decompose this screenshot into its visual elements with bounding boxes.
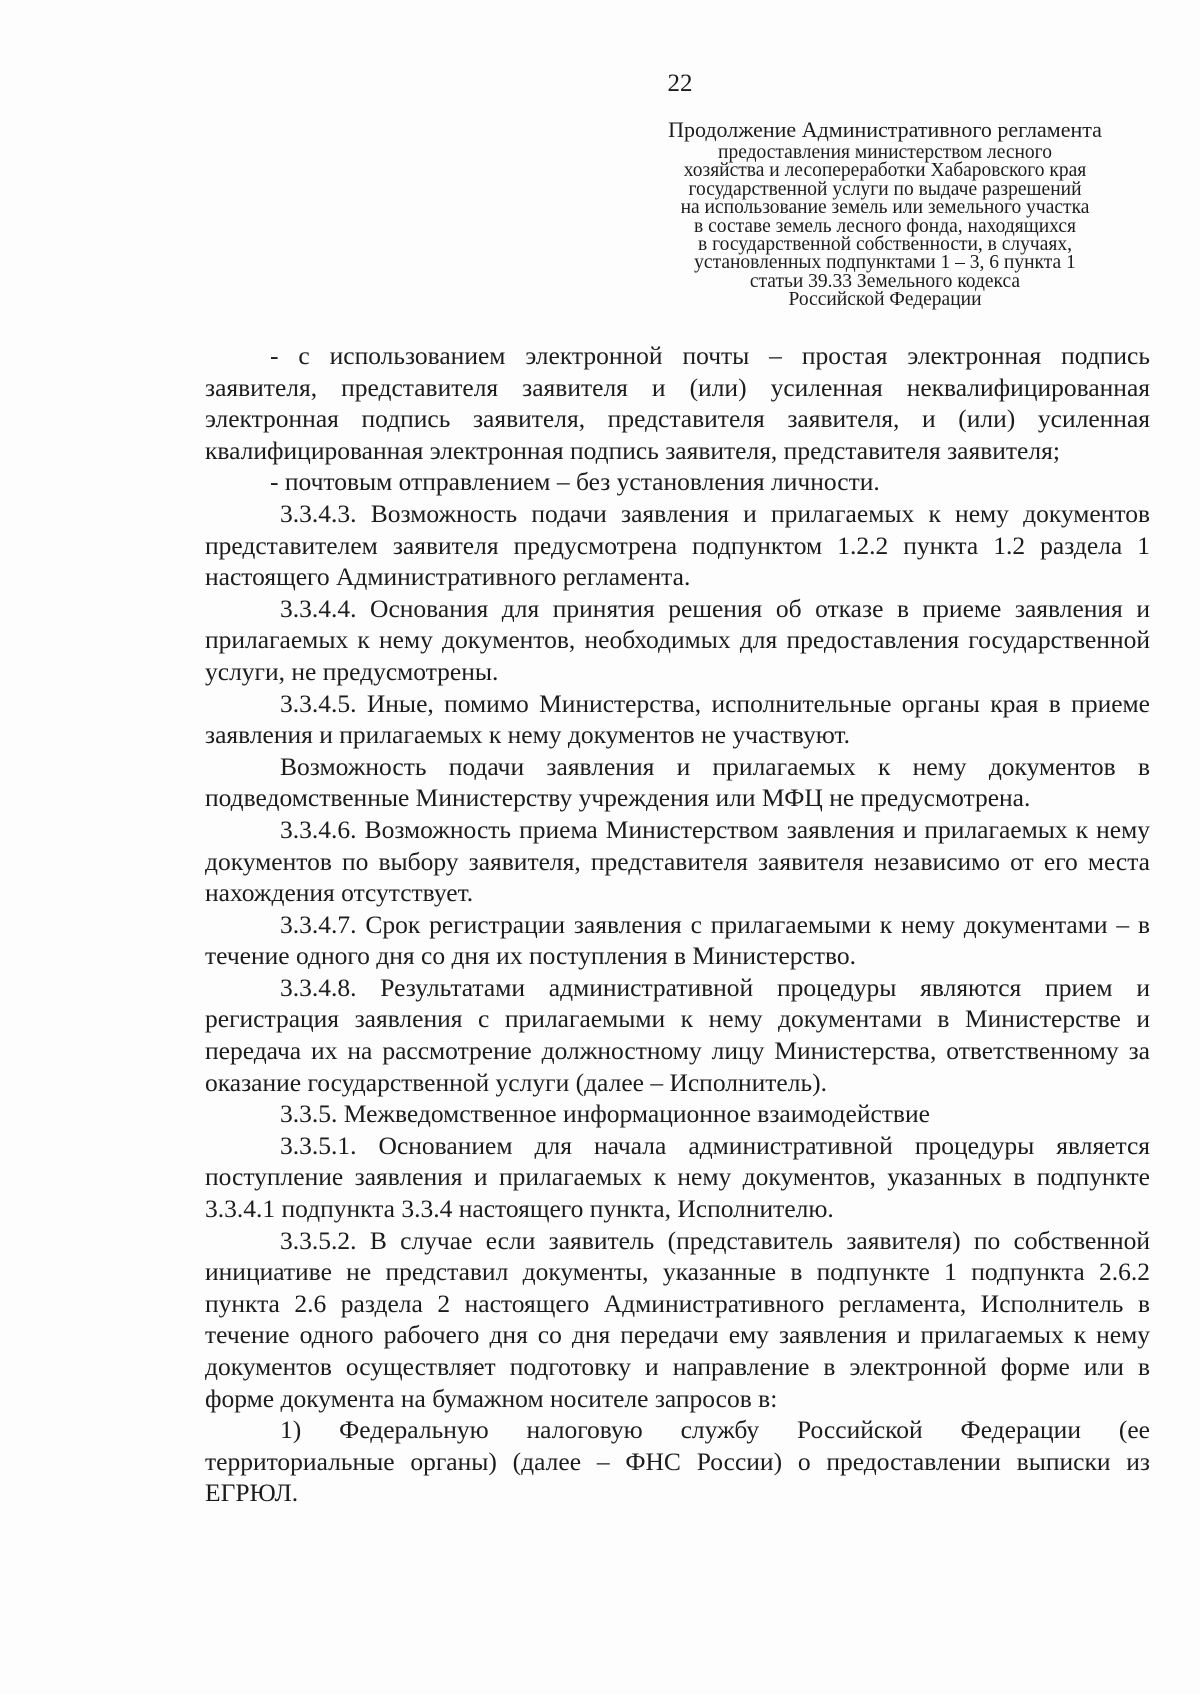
paragraph: 1) Федеральную налоговую службу Российской Федерации (ее территориальные органы) (далее – ФНС России) о предоставлении выписки из ЕГРЮЛ.	[205, 1415, 1150, 1508]
paragraph: 3.3.4.8. Результатами административной процедуры являются прием и регистрация заявления с прилагаемыми к нему документами в Министерстве и передача их на рассмотрение должностному лицу Министерства, ответственному за оказание государственной услуги (далее – Исполнитель).	[205, 972, 1150, 1097]
paragraph: - с использованием электронной почты – простая электронная подпись заявителя, представителя заявителя и (или) усиленная неквалифицированная электронная подпись заявителя, представителя заявителя, и (или) усиленная квалифицированная электронная подпись заявителя, представителя заявителя;	[205, 341, 1150, 465]
header-line: в государственной собственности, в случаях,	[698, 234, 1072, 256]
paragraph: 3.3.5.2. В случае если заявитель (представитель заявителя) по собственной инициативе не представил документы, указанные в подпункте 1 подпункта 2.6.2 пункта 2.6 раздела 2 настоящего Административного регламента, Исполнитель в течение одного рабочего дня со дня передачи ему заявления и прилагаемых к нему документов осуществляет подготовку и направление в электронной форме или в форме документа на бумажном носителе запросов в:	[205, 1225, 1150, 1413]
header-line: в составе земель лесного фонда, находящихся	[694, 215, 1076, 237]
header-line: Российской Федерации	[788, 289, 982, 311]
paragraph: 3.3.4.6. Возможность приема Министерством заявления и прилагаемых к нему документов по выбору заявителя, представителя заявителя независимо от его места нахождения отсутствует.	[205, 814, 1150, 908]
header-line: государственной услуги по выдаче разрешений	[688, 178, 1082, 200]
header-line: хозяйства и лесопереработки Хабаровского края	[683, 160, 1087, 182]
paragraph: Возможность подачи заявления и прилагаемых к нему документов в подведомственные Министерству учреждения или МФЦ не предусмотрена.	[205, 751, 1150, 813]
header-line: Продолжение Административного регламента	[668, 117, 1102, 142]
paragraph: - почтовым отправлением – без установления личности.	[270, 467, 880, 497]
paragraph: 3.3.4.5. Иные, помимо Министерства, исполнительные органы края в приеме заявления и прилагаемых к нему документов не участвуют.	[205, 688, 1150, 750]
header-line: установленных подпунктами 1 – 3, 6 пункта 1	[694, 252, 1076, 274]
page-number: 22	[667, 70, 693, 97]
header-line: статьи 39.33 Земельного кодекса	[749, 270, 1021, 292]
document-body	[205, 340, 1150, 1509]
header-line: на использование земель или земельного участка	[680, 197, 1090, 219]
header-line: предоставления министерством лесного	[718, 142, 1052, 163]
paragraph: 3.3.4.4. Основания для принятия решения об отказе в приеме заявления и прилагаемых к нему документов, необходимых для предоставления государственной услуги, не предусмотрены.	[205, 593, 1150, 686]
paragraph: 3.3.5. Межведомственное информационное взаимодействие	[280, 1099, 930, 1129]
paragraph: 3.3.4.7. Срок регистрации заявления с прилагаемыми к нему документами – в течение одного дня со дня их поступления в Министерство.	[205, 909, 1150, 971]
paragraph: 3.3.4.3. Возможность подачи заявления и прилагаемых к нему документов представителем заявителя предусмотрена подпунктом 1.2.2 пункта 1.2 раздела 1 настоящего Административного регламента.	[205, 498, 1150, 592]
document-header	[625, 116, 1145, 310]
paragraph: 3.3.5.1. Основанием для начала административной процедуры является поступление заявления и прилагаемых к нему документов, указанных в подпункте 3.3.4.1 подпункта 3.3.4 настоящего пункта, Исполнителю.	[205, 1130, 1150, 1224]
